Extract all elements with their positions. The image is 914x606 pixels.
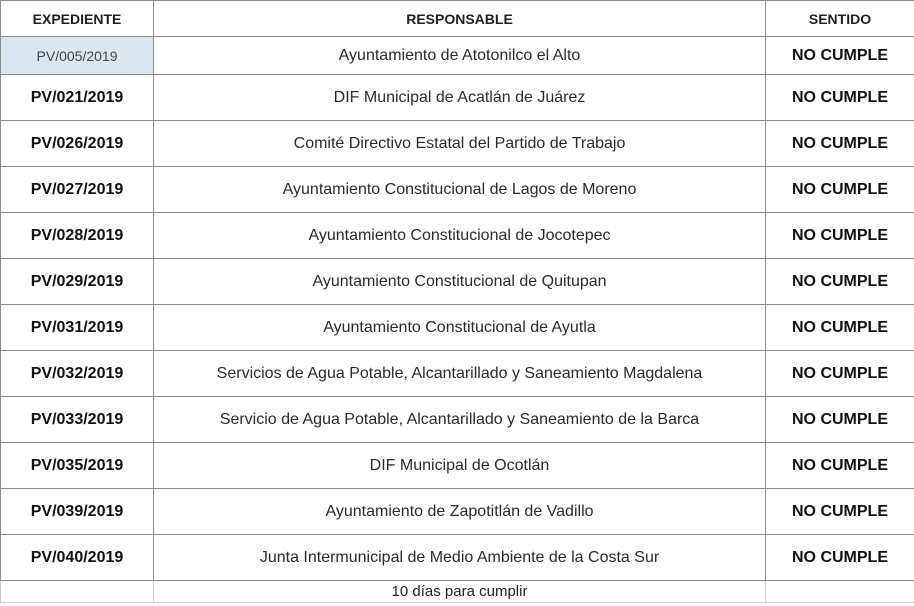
table-row bbox=[1, 443, 914, 489]
cell-responsable[interactable]: Servicios de Agua Potable, Alcantarillado y Saneamiento Magdalena bbox=[154, 351, 766, 397]
cell-expediente[interactable]: PV/028/2019 bbox=[1, 213, 154, 259]
cell-responsable[interactable]: Ayuntamiento Constitucional de Jocotepec bbox=[154, 213, 766, 259]
table-row bbox=[1, 259, 914, 305]
cell-sentido[interactable]: NO CUMPLE bbox=[766, 535, 914, 581]
cell-expediente[interactable]: PV/029/2019 bbox=[1, 259, 154, 305]
cell-sentido[interactable]: NO CUMPLE bbox=[766, 443, 914, 489]
table-row bbox=[1, 305, 914, 351]
cell-responsable[interactable]: Ayuntamiento Constitucional de Quitupan bbox=[154, 259, 766, 305]
cell-responsable[interactable]: Comité Directivo Estatal del Partido de Trabajo bbox=[154, 121, 766, 167]
table-row bbox=[1, 167, 914, 213]
cell-responsable[interactable]: Servicio de Agua Potable, Alcantarillado y Saneamiento de la Barca bbox=[154, 397, 766, 443]
cell-expediente[interactable]: PV/031/2019 bbox=[1, 305, 154, 351]
cell-sentido[interactable]: NO CUMPLE bbox=[766, 213, 914, 259]
cell-responsable[interactable]: Ayuntamiento Constitucional de Ayutla bbox=[154, 305, 766, 351]
cell-expediente[interactable]: PV/032/2019 bbox=[1, 351, 154, 397]
cell-expediente[interactable]: PV/005/2019 bbox=[1, 37, 154, 75]
cell-expediente[interactable]: PV/040/2019 bbox=[1, 535, 154, 581]
cell-responsable[interactable]: DIF Municipal de Acatlán de Juárez bbox=[154, 75, 766, 121]
cell-responsable[interactable]: Ayuntamiento Constitucional de Lagos de Moreno bbox=[154, 167, 766, 213]
cell-sentido[interactable]: NO CUMPLE bbox=[766, 397, 914, 443]
footer-note[interactable]: 10 días para cumplir bbox=[154, 581, 766, 603]
cell-expediente[interactable]: PV/035/2019 bbox=[1, 443, 154, 489]
table-row bbox=[1, 213, 914, 259]
cell-expediente[interactable]: PV/027/2019 bbox=[1, 167, 154, 213]
cell-expediente[interactable]: PV/033/2019 bbox=[1, 397, 154, 443]
cell-expediente[interactable]: PV/039/2019 bbox=[1, 489, 154, 535]
footer-empty-cell[interactable] bbox=[1, 581, 154, 603]
header-responsable[interactable]: RESPONSABLE bbox=[154, 1, 766, 37]
table-row bbox=[1, 37, 914, 75]
header-expediente[interactable]: EXPEDIENTE bbox=[1, 1, 154, 37]
table-row bbox=[1, 489, 914, 535]
footer-empty-cell[interactable] bbox=[766, 581, 914, 603]
cell-sentido[interactable]: NO CUMPLE bbox=[766, 121, 914, 167]
cell-sentido[interactable]: NO CUMPLE bbox=[766, 489, 914, 535]
table-row bbox=[1, 121, 914, 167]
cell-responsable[interactable]: Junta Intermunicipal de Medio Ambiente de la Costa Sur bbox=[154, 535, 766, 581]
cell-expediente[interactable]: PV/021/2019 bbox=[1, 75, 154, 121]
cell-sentido[interactable]: NO CUMPLE bbox=[766, 167, 914, 213]
cell-expediente[interactable]: PV/026/2019 bbox=[1, 121, 154, 167]
cell-sentido[interactable]: NO CUMPLE bbox=[766, 259, 914, 305]
header-row bbox=[1, 1, 914, 37]
table-row bbox=[1, 351, 914, 397]
cell-sentido[interactable]: NO CUMPLE bbox=[766, 305, 914, 351]
cell-sentido[interactable]: NO CUMPLE bbox=[766, 37, 914, 75]
cell-responsable[interactable]: DIF Municipal de Ocotlán bbox=[154, 443, 766, 489]
cell-responsable[interactable]: Ayuntamiento de Zapotitlán de Vadillo bbox=[154, 489, 766, 535]
table-row bbox=[1, 75, 914, 121]
table-row bbox=[1, 535, 914, 581]
table-row bbox=[1, 397, 914, 443]
cell-responsable[interactable]: Ayuntamiento de Atotonilco el Alto bbox=[154, 37, 766, 75]
header-sentido[interactable]: SENTIDO bbox=[766, 1, 914, 37]
footer-row bbox=[1, 581, 914, 603]
cell-sentido[interactable]: NO CUMPLE bbox=[766, 75, 914, 121]
cell-sentido[interactable]: NO CUMPLE bbox=[766, 351, 914, 397]
